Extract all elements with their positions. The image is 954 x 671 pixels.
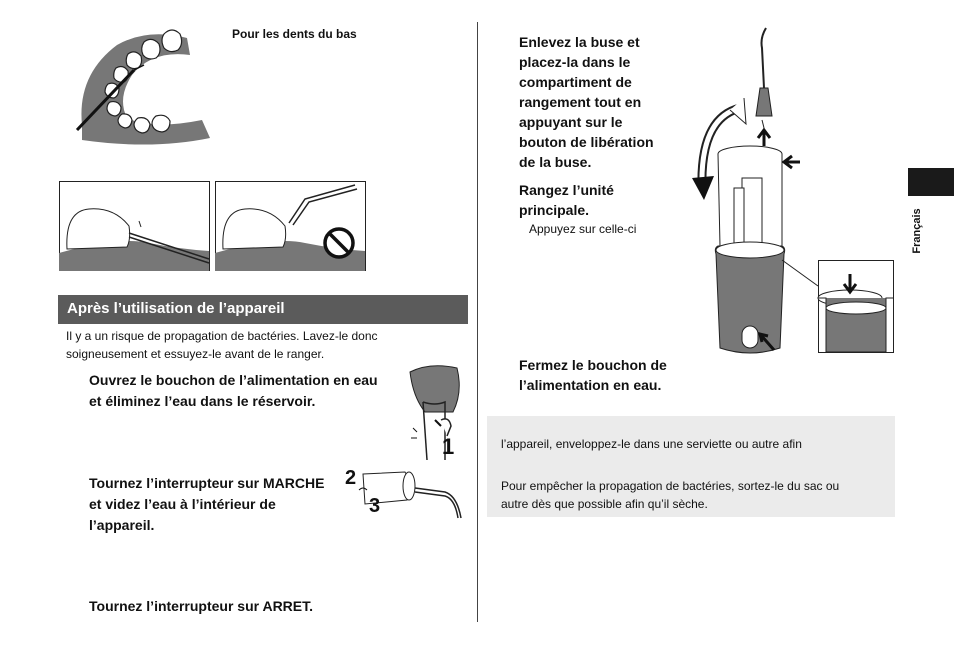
section-title: Après l’utilisation de l’appareil bbox=[67, 300, 285, 317]
step2-line-2: et videz l’eau à l’intérieur de bbox=[89, 496, 276, 512]
step5-note: Appuyez sur celle-ci bbox=[529, 222, 637, 236]
switch-on-illustration bbox=[345, 466, 467, 526]
lower-teeth-caption: Pour les dents du bas bbox=[232, 27, 357, 41]
step2-number-a: 2 bbox=[345, 467, 357, 489]
step2-line-3: l’appareil. bbox=[89, 517, 155, 533]
step4-line: Enlevez la buse et bbox=[519, 34, 640, 50]
language-label-text: Français bbox=[911, 208, 923, 254]
step1-line-2: et éliminez l’eau dans le réservoir. bbox=[89, 393, 316, 409]
intro-line-2: soigneusement et essuyez-le avant de le ranger. bbox=[66, 347, 325, 361]
step5-line-1: Rangez l’unité bbox=[519, 182, 614, 198]
step2-number-b: 3 bbox=[369, 495, 381, 517]
step4-line: bouton de libération bbox=[519, 134, 654, 150]
step1-line-1: Ouvrez le bouchon de l’alimentation en eau bbox=[89, 372, 378, 388]
language-label bbox=[908, 203, 926, 259]
step6-line-2: l’alimentation en eau. bbox=[519, 377, 662, 393]
lower-teeth-illustration bbox=[72, 20, 222, 150]
correct-angle-diagram bbox=[59, 181, 210, 271]
step6-line-1: Fermez le bouchon de bbox=[519, 357, 667, 373]
wrong-angle-diagram bbox=[215, 181, 366, 271]
note-line-2: Pour empêcher la propagation de bactéries, sortez-le du sac ou bbox=[501, 479, 840, 493]
step3-line-1: Tournez l’interrupteur sur ARRET. bbox=[89, 598, 314, 614]
step4-line: placez-la dans le bbox=[519, 54, 631, 70]
language-tab-marker bbox=[908, 168, 954, 196]
step1-number: 1 bbox=[442, 434, 455, 459]
step4-line: compartiment de bbox=[519, 74, 632, 90]
note-line-1: l’appareil, enveloppez-le dans une serviette ou autre afin bbox=[501, 437, 802, 451]
step4-text bbox=[519, 32, 654, 172]
nozzle-storage-illustration bbox=[690, 28, 896, 358]
note-box bbox=[487, 416, 895, 517]
step4-line: appuyant sur le bbox=[519, 114, 623, 130]
step2-line-1: Tournez l’interrupteur sur MARCHE bbox=[89, 475, 325, 491]
section-header-bar bbox=[58, 295, 468, 324]
column-divider bbox=[477, 22, 478, 622]
note-line-3: autre dès que possible afin qu’il sèche. bbox=[501, 497, 708, 511]
step5-line-2: principale. bbox=[519, 202, 590, 218]
step4-line: rangement tout en bbox=[519, 94, 642, 110]
drain-tank-illustration bbox=[405, 362, 467, 460]
step4-line: de la buse. bbox=[519, 154, 592, 170]
intro-line-1: Il y a un risque de propagation de bactéries. Lavez-le donc bbox=[66, 329, 378, 343]
